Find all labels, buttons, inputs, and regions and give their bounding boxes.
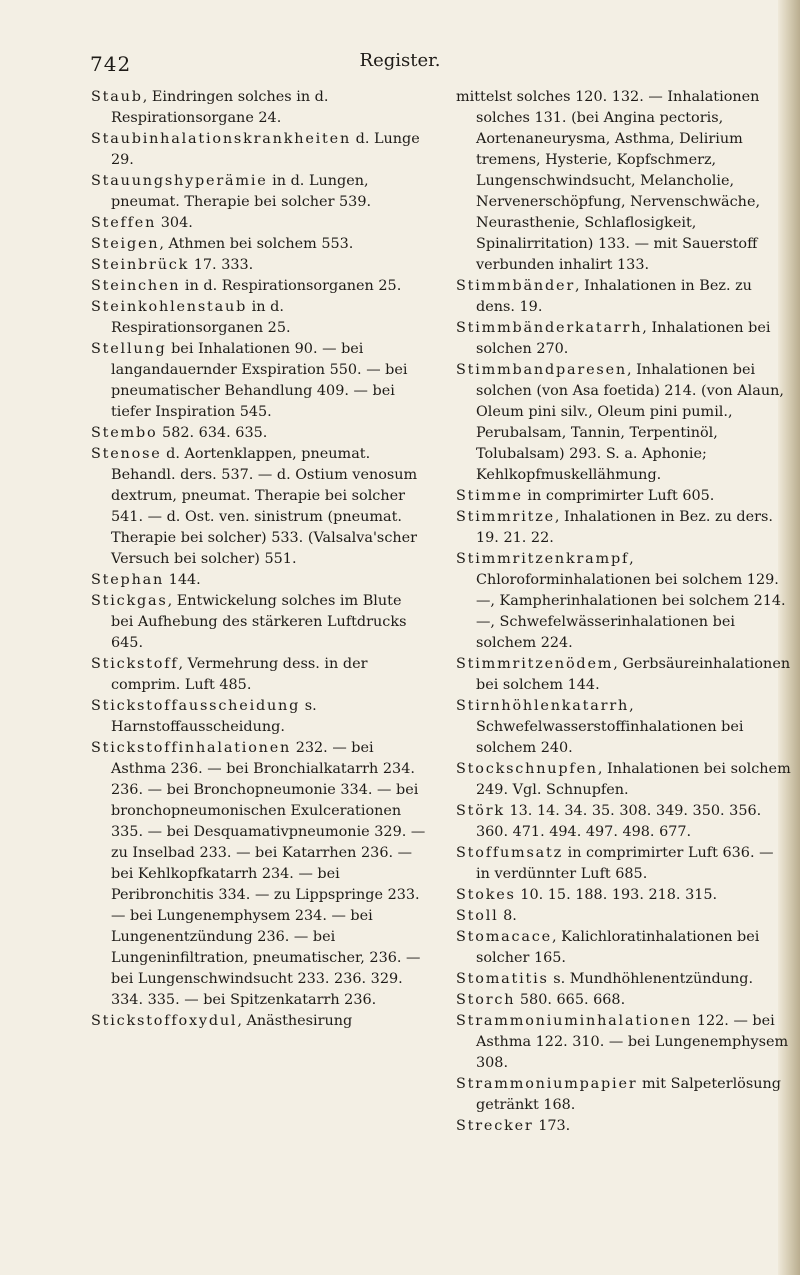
- index-term: Steinbrück: [91, 257, 190, 273]
- running-head: Register.: [359, 50, 441, 71]
- index-references: in d. Respirationsorganen 25.: [111, 299, 291, 336]
- index-entry: [91, 339, 426, 423]
- page-number: 742: [90, 52, 132, 76]
- index-term: Stauungshyperämie: [91, 173, 268, 189]
- index-entry: [91, 87, 426, 129]
- index-term: Stimmritze: [456, 509, 555, 525]
- index-term: Stockschnupfen: [456, 761, 598, 777]
- index-entry: [456, 1074, 791, 1116]
- index-references: in d. Respirationsorganen 25.: [180, 278, 402, 294]
- index-entry: [91, 570, 426, 591]
- index-entry: [91, 591, 426, 654]
- index-entry: [456, 696, 791, 759]
- index-entry: [91, 213, 426, 234]
- index-entry: [91, 171, 426, 213]
- index-entry: [91, 1011, 426, 1032]
- index-references: 173.: [533, 1118, 571, 1134]
- index-entry: [91, 129, 426, 171]
- index-references: mittelst solches 120. 132. — Inhalationen solches 131. (bei Angina pectoris, Aortenaneurysma, Asthma, Delirium tremens, Hysterie, Kopfschmerz, Lungenschwindsucht, Melancholie, Nervenerschöpfung, Nervenschwäche, Neurasthenie, Schlaflosigkeit, Spinalirritation) 133. — mit Sauerstoff verbunden inhalirt 133.: [456, 89, 761, 273]
- index-entry: [456, 654, 791, 696]
- index-term: Stimmbänderkatarrh: [456, 320, 643, 336]
- index-term: Stimmbänder: [456, 278, 576, 294]
- index-term: Stickstoff: [91, 656, 179, 672]
- index-term: Stickstoffausscheidung: [91, 698, 301, 714]
- index-references: d. Lunge 29.: [111, 131, 420, 168]
- index-references: , Anästhesirung: [237, 1013, 353, 1029]
- index-term: Steinkohlenstaub: [91, 299, 248, 315]
- index-entry: [91, 423, 426, 444]
- index-term: Stimmritzenödem: [456, 656, 614, 672]
- index-term: Stokes: [456, 887, 516, 903]
- index-references: 580. 665. 668.: [515, 992, 626, 1008]
- index-references: d. Aortenklappen, pneumat. Behandl. ders. 537. — d. Ostium venosum dextrum, pneumat. Therapie bei solcher 541. — d. Ost. ven. sinistrum (pneumat. Therapie bei solcher) 533. (Valsalva'scher Versuch bei solcher) 551.: [111, 446, 418, 567]
- index-term: Stomacace: [456, 929, 552, 945]
- index-entry: [456, 276, 791, 318]
- index-entry: [91, 255, 426, 276]
- index-references: 10. 15. 188. 193. 218. 315.: [515, 887, 718, 903]
- index-references: bei Inhalationen 90. — bei langandauernder Exspiration 550. — bei pneumatischer Behandlung 409. — bei tiefer Inspiration 545.: [111, 341, 408, 420]
- index-references: in d. Lungen, pneumat. Therapie bei solcher 539.: [111, 173, 372, 210]
- index-references: 232. — bei Asthma 236. — bei Bronchialkatarrh 234. 236. — bei Bronchopneumonie 334. — bei bronchopneumonischen Exulcerationen 335. — bei Desquamativpneumonie 329. — zu Inselbad 233. — bei Katarrhen 236. — bei Kehlkopfkatarrh 234. — bei Peribronchitis 334. — zu Lippspringe 233. — bei Lungenemphysem 234. — bei Lungenentzündung 236. — bei Lungeninfiltration, pneumatischer, 236. — bei Lungenschwindsucht 233. 236. 329. 334. 335. — bei Spitzenkatarrh 236.: [111, 740, 426, 1008]
- index-references: , Eindringen solches in d. Respirationsorgane 24.: [111, 89, 329, 126]
- index-references: 144.: [164, 572, 201, 588]
- left-column: [91, 87, 426, 1032]
- index-references: , Inhalationen bei solchen 270.: [476, 320, 771, 357]
- index-term: Steffen: [91, 215, 157, 231]
- index-entry: [91, 234, 426, 255]
- index-term: Stickstoffoxydul: [91, 1013, 238, 1029]
- index-term: Stimmritzenkrampf: [456, 551, 630, 567]
- index-entry: [91, 654, 426, 696]
- index-references: , Inhalationen bei solchem 249. Vgl. Schnupfen.: [476, 761, 791, 798]
- index-references: 582. 634. 635.: [157, 425, 268, 441]
- index-term: Stephan: [91, 572, 165, 588]
- index-term: Storch: [456, 992, 516, 1008]
- index-term: Störk: [456, 803, 505, 819]
- index-term: Staubinhalationskrankheiten: [91, 131, 352, 147]
- index-entry: [456, 843, 791, 885]
- index-entry: [456, 360, 791, 486]
- index-entry: [456, 927, 791, 969]
- index-references: , Athmen bei solchem 553.: [159, 236, 354, 252]
- index-term: Stickgas: [91, 593, 168, 609]
- index-entry: [91, 738, 426, 1011]
- index-references: , Inhalationen in Bez. zu ders. 19. 21. 22.: [476, 509, 773, 546]
- index-term: Stenose: [91, 446, 162, 462]
- index-references: , Kalichloratinhalationen bei solcher 165.: [476, 929, 760, 966]
- index-references: , Inhalationen bei solchen (von Asa foetida) 214. (von Alaun, Oleum pini silv., Oleum pini pumil., Perubalsam, Tannin, Terpentinöl, Tolubalsam) 293. S. a. Aphonie; Kehlkopfmuskellähmung.: [476, 362, 784, 483]
- index-references: , Chloroforminhalationen bei solchem 129. —, Kampherinhalationen bei solchem 214. —, Schwefelwässerinhalationen bei solchem 224.: [476, 551, 786, 651]
- index-references: s. Harnstoffausscheidung.: [111, 698, 317, 735]
- index-term: Strammoniuminhalationen: [456, 1013, 693, 1029]
- index-term: Stickstoffinhalationen: [91, 740, 292, 756]
- index-term: Stembo: [91, 425, 158, 441]
- index-references: mit Salpeterlösung getränkt 168.: [476, 1076, 781, 1113]
- index-entry: [456, 906, 791, 927]
- index-entry: [456, 486, 791, 507]
- index-references: in comprimirter Luft 636. — in verdünnter Luft 685.: [476, 845, 774, 882]
- index-term: Stimme: [456, 488, 523, 504]
- index-entry: [456, 507, 791, 549]
- index-references: 304.: [156, 215, 193, 231]
- index-entry: [91, 696, 426, 738]
- index-entry: [91, 297, 426, 339]
- right-column: [456, 87, 791, 1137]
- index-term: Stomatitis: [456, 971, 549, 987]
- index-references: 122. — bei Asthma 122. 310. — bei Lungenemphysem 308.: [476, 1013, 789, 1071]
- index-references: , Schwefelwasserstoffinhalationen bei solchem 240.: [476, 698, 744, 756]
- index-entry: [456, 885, 791, 906]
- index-entry: [456, 549, 791, 654]
- index-entry: [456, 759, 791, 801]
- index-entry: [456, 969, 791, 990]
- index-term: Steigen: [91, 236, 160, 252]
- index-term: Steinchen: [91, 278, 181, 294]
- index-term: Staub: [91, 89, 143, 105]
- index-entry: [456, 1116, 791, 1137]
- index-term: Stimmbandparesen: [456, 362, 627, 378]
- index-entry: [456, 1011, 791, 1074]
- index-entry: [456, 801, 791, 843]
- index-references: s. Mundhöhlenentzündung.: [548, 971, 754, 987]
- index-term: Strammoniumpapier: [456, 1076, 638, 1092]
- index-references: , Entwickelung solches im Blute bei Aufhebung des stärkeren Luftdrucks 645.: [111, 593, 407, 651]
- index-references: in comprimirter Luft 605.: [522, 488, 715, 504]
- index-entry: [91, 276, 426, 297]
- index-entry: [456, 318, 791, 360]
- index-references: , Vermehrung dess. in der comprim. Luft 485.: [111, 656, 368, 693]
- index-term: Stellung: [91, 341, 167, 357]
- index-references: 13. 14. 34. 35. 308. 349. 350. 356. 360. 471. 494. 497. 498. 677.: [476, 803, 762, 840]
- index-entry: [456, 87, 791, 276]
- index-entry: [456, 990, 791, 1011]
- index-entry: [91, 444, 426, 570]
- index-references: , Gerbsäureinhalationen bei solchem 144.: [476, 656, 791, 693]
- index-references: 17. 333.: [189, 257, 254, 273]
- index-term: Strecker: [456, 1118, 534, 1134]
- index-references: 8.: [498, 908, 517, 924]
- index-term: Stoffumsatz: [456, 845, 564, 861]
- index-term: Stoll: [456, 908, 499, 924]
- index-term: Stirnhöhlenkatarrh: [456, 698, 630, 714]
- index-references: , Inhalationen in Bez. zu dens. 19.: [476, 278, 752, 315]
